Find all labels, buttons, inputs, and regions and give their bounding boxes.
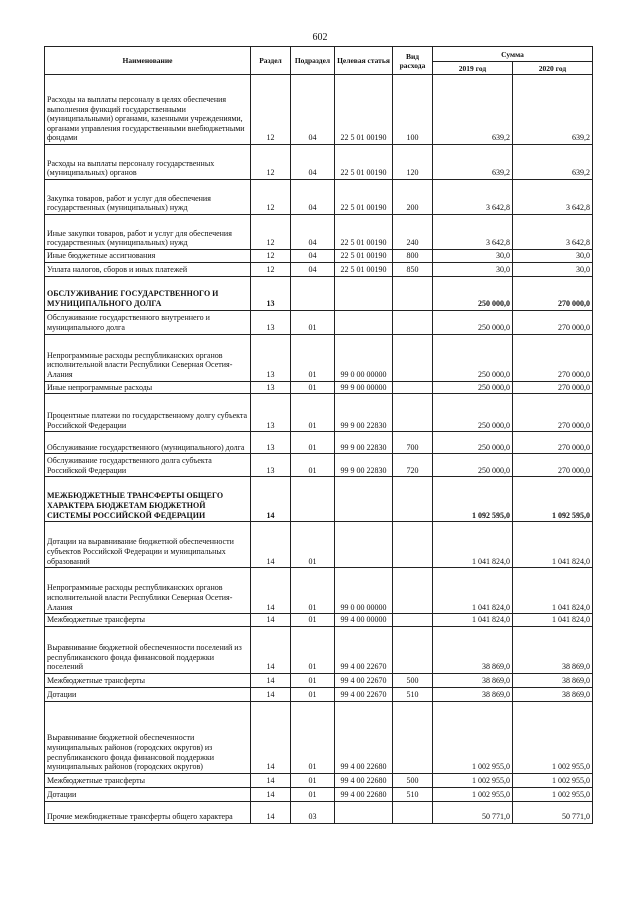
row-amount-2020: 1 002 955,0 xyxy=(513,787,593,801)
row-target: 99 4 00 22670 xyxy=(335,626,393,673)
row-vid: 240 xyxy=(393,215,433,250)
row-podrazdel: 04 xyxy=(291,215,335,250)
header-podrazdel: Подраздел xyxy=(291,47,335,75)
row-podrazdel xyxy=(291,276,335,310)
row-amount-2020: 270 000,0 xyxy=(513,394,593,432)
row-razdel: 12 xyxy=(251,250,291,263)
row-podrazdel: 01 xyxy=(291,454,335,477)
row-name: Обслуживание государственного долга субъекта Российской Федерации xyxy=(45,454,251,477)
row-vid: 510 xyxy=(393,687,433,701)
table-row xyxy=(45,568,593,614)
row-amount-2019: 639,2 xyxy=(433,75,513,145)
table-row xyxy=(45,801,593,823)
row-vid xyxy=(393,568,433,614)
row-target: 99 4 00 22680 xyxy=(335,701,393,773)
row-target xyxy=(335,310,393,334)
row-razdel: 13 xyxy=(251,334,291,381)
row-vid xyxy=(393,276,433,310)
row-razdel: 14 xyxy=(251,477,291,522)
row-target: 99 4 00 22670 xyxy=(335,673,393,687)
row-target xyxy=(335,522,393,568)
row-target: 99 0 00 00000 xyxy=(335,334,393,381)
row-podrazdel: 01 xyxy=(291,568,335,614)
row-podrazdel: 01 xyxy=(291,522,335,568)
budget-table xyxy=(44,46,593,824)
row-amount-2020: 270 000,0 xyxy=(513,454,593,477)
row-razdel: 14 xyxy=(251,568,291,614)
row-name: Обслуживание государственного (муниципального) долга xyxy=(45,432,251,454)
row-vid: 500 xyxy=(393,773,433,787)
row-target: 22 5 01 00190 xyxy=(335,180,393,215)
table-row xyxy=(45,701,593,773)
row-podrazdel: 01 xyxy=(291,334,335,381)
table-row xyxy=(45,687,593,701)
row-target: 99 9 00 22830 xyxy=(335,432,393,454)
row-razdel: 14 xyxy=(251,773,291,787)
header-vid: Вид расхода xyxy=(393,47,433,75)
row-amount-2019: 250 000,0 xyxy=(433,381,513,394)
row-vid: 200 xyxy=(393,180,433,215)
row-vid xyxy=(393,626,433,673)
row-razdel: 14 xyxy=(251,801,291,823)
row-vid xyxy=(393,477,433,522)
table-row xyxy=(45,215,593,250)
row-vid: 510 xyxy=(393,787,433,801)
header-summa: Сумма xyxy=(433,47,593,62)
row-amount-2020: 1 041 824,0 xyxy=(513,522,593,568)
row-name: Обслуживание государственного внутреннего и муниципального долга xyxy=(45,310,251,334)
table-row xyxy=(45,522,593,568)
table-row xyxy=(45,477,593,522)
table-row xyxy=(45,310,593,334)
row-amount-2020: 1 041 824,0 xyxy=(513,614,593,627)
row-amount-2019: 38 869,0 xyxy=(433,687,513,701)
row-podrazdel: 04 xyxy=(291,145,335,180)
row-amount-2019: 250 000,0 xyxy=(433,454,513,477)
row-target: 99 4 00 22680 xyxy=(335,787,393,801)
row-amount-2019: 250 000,0 xyxy=(433,394,513,432)
row-amount-2020: 1 092 595,0 xyxy=(513,477,593,522)
row-amount-2020: 1 041 824,0 xyxy=(513,568,593,614)
row-amount-2020: 38 869,0 xyxy=(513,687,593,701)
table-row xyxy=(45,787,593,801)
row-razdel: 14 xyxy=(251,626,291,673)
table-row xyxy=(45,614,593,627)
row-amount-2019: 50 771,0 xyxy=(433,801,513,823)
row-razdel: 12 xyxy=(251,75,291,145)
row-amount-2019: 3 642,8 xyxy=(433,180,513,215)
row-podrazdel: 04 xyxy=(291,75,335,145)
row-name: Иные бюджетные ассигнования xyxy=(45,250,251,263)
row-name: Выравнивание бюджетной обеспеченности поселений из республиканского фонда финансовой поддержки поселений xyxy=(45,626,251,673)
row-vid: 120 xyxy=(393,145,433,180)
row-podrazdel: 01 xyxy=(291,394,335,432)
row-amount-2020: 38 869,0 xyxy=(513,673,593,687)
row-amount-2019: 38 869,0 xyxy=(433,673,513,687)
row-razdel: 14 xyxy=(251,787,291,801)
row-vid xyxy=(393,614,433,627)
row-amount-2020: 270 000,0 xyxy=(513,334,593,381)
row-amount-2019: 3 642,8 xyxy=(433,215,513,250)
row-amount-2020: 270 000,0 xyxy=(513,432,593,454)
row-razdel: 12 xyxy=(251,215,291,250)
row-podrazdel: 01 xyxy=(291,432,335,454)
row-podrazdel: 03 xyxy=(291,801,335,823)
row-podrazdel: 01 xyxy=(291,626,335,673)
row-name: Процентные платежи по государственному долгу субъекта Российской Федерации xyxy=(45,394,251,432)
table-row xyxy=(45,773,593,787)
row-name: Выравнивание бюджетной обеспеченности муниципальных районов (городских округов) из республиканского фонда финансовой поддержки муниципальных районов (городских округов) xyxy=(45,701,251,773)
row-razdel: 12 xyxy=(251,180,291,215)
row-amount-2020: 30,0 xyxy=(513,262,593,276)
row-target: 99 4 00 22680 xyxy=(335,773,393,787)
row-target: 22 5 01 00190 xyxy=(335,215,393,250)
row-razdel: 14 xyxy=(251,673,291,687)
row-amount-2020: 270 000,0 xyxy=(513,381,593,394)
row-target: 99 4 00 22670 xyxy=(335,687,393,701)
row-podrazdel: 01 xyxy=(291,381,335,394)
row-target xyxy=(335,276,393,310)
row-amount-2020: 3 642,8 xyxy=(513,180,593,215)
row-vid xyxy=(393,310,433,334)
row-target: 99 4 00 00000 xyxy=(335,614,393,627)
header-2019: 2019 год xyxy=(433,62,513,75)
row-name: Дотации на выравнивание бюджетной обеспеченности субъектов Российской Федерации и муниципальных образований xyxy=(45,522,251,568)
row-name: Закупка товаров, работ и услуг для обеспечения государственных (муниципальных) нужд xyxy=(45,180,251,215)
row-vid xyxy=(393,381,433,394)
row-target: 99 0 00 00000 xyxy=(335,568,393,614)
row-vid xyxy=(393,701,433,773)
table-row xyxy=(45,145,593,180)
row-amount-2020: 1 002 955,0 xyxy=(513,773,593,787)
row-amount-2019: 1 002 955,0 xyxy=(433,773,513,787)
row-vid xyxy=(393,522,433,568)
header-2020: 2020 год xyxy=(513,62,593,75)
row-target: 99 9 00 00000 xyxy=(335,381,393,394)
row-target: 22 5 01 00190 xyxy=(335,75,393,145)
row-name: Прочие межбюджетные трансферты общего характера xyxy=(45,801,251,823)
row-podrazdel: 01 xyxy=(291,787,335,801)
row-podrazdel: 04 xyxy=(291,262,335,276)
page-number: 602 xyxy=(312,32,328,43)
row-amount-2019: 1 002 955,0 xyxy=(433,701,513,773)
header-name: Наименование xyxy=(45,47,251,75)
row-razdel: 13 xyxy=(251,454,291,477)
row-amount-2019: 1 041 824,0 xyxy=(433,614,513,627)
row-amount-2020: 3 642,8 xyxy=(513,215,593,250)
row-vid: 850 xyxy=(393,262,433,276)
row-name: Расходы на выплаты персоналу в целях обеспечения выполнения функций государственными (муниципальными) органами, казенными учреждениями, органами управления государственными внебюджетными фондами xyxy=(45,75,251,145)
table-row xyxy=(45,673,593,687)
row-razdel: 14 xyxy=(251,614,291,627)
row-podrazdel xyxy=(291,477,335,522)
row-razdel: 13 xyxy=(251,394,291,432)
row-amount-2020: 639,2 xyxy=(513,75,593,145)
row-vid: 500 xyxy=(393,673,433,687)
row-amount-2020: 50 771,0 xyxy=(513,801,593,823)
row-target: 22 5 01 00190 xyxy=(335,145,393,180)
table-row xyxy=(45,334,593,381)
row-podrazdel: 01 xyxy=(291,673,335,687)
row-amount-2020: 30,0 xyxy=(513,250,593,263)
row-target: 22 5 01 00190 xyxy=(335,250,393,263)
row-razdel: 14 xyxy=(251,522,291,568)
row-razdel: 14 xyxy=(251,701,291,773)
row-name: Уплата налогов, сборов и иных платежей xyxy=(45,262,251,276)
table-row xyxy=(45,276,593,310)
row-name: Межбюджетные трансферты xyxy=(45,673,251,687)
row-amount-2019: 250 000,0 xyxy=(433,276,513,310)
row-target: 99 9 00 22830 xyxy=(335,454,393,477)
table-row xyxy=(45,381,593,394)
row-amount-2019: 250 000,0 xyxy=(433,310,513,334)
table-row xyxy=(45,394,593,432)
row-amount-2019: 1 092 595,0 xyxy=(433,477,513,522)
table-row xyxy=(45,262,593,276)
row-name: Межбюджетные трансферты xyxy=(45,614,251,627)
row-podrazdel: 01 xyxy=(291,701,335,773)
row-target: 22 5 01 00190 xyxy=(335,262,393,276)
row-name: ОБСЛУЖИВАНИЕ ГОСУДАРСТВЕННОГО И МУНИЦИПАЛЬНОГО ДОЛГА xyxy=(45,276,251,310)
header-target: Целевая статья xyxy=(335,47,393,75)
row-name: Непрограммные расходы республиканских органов исполнительной власти Республики Северная Осетия-Алания xyxy=(45,334,251,381)
row-amount-2019: 30,0 xyxy=(433,250,513,263)
row-amount-2019: 1 041 824,0 xyxy=(433,522,513,568)
row-name: Дотации xyxy=(45,787,251,801)
table-row xyxy=(45,180,593,215)
row-target xyxy=(335,477,393,522)
row-name: Расходы на выплаты персоналу государственных (муниципальных) органов xyxy=(45,145,251,180)
row-podrazdel: 01 xyxy=(291,687,335,701)
row-name: Непрограммные расходы республиканских органов исполнительной власти Республики Северная Осетия-Алания xyxy=(45,568,251,614)
row-amount-2019: 250 000,0 xyxy=(433,334,513,381)
row-podrazdel: 01 xyxy=(291,614,335,627)
row-amount-2019: 1 002 955,0 xyxy=(433,787,513,801)
row-razdel: 12 xyxy=(251,145,291,180)
budget-table-body xyxy=(45,75,593,824)
table-row xyxy=(45,250,593,263)
header-razdel: Раздел xyxy=(251,47,291,75)
row-name: Межбюджетные трансферты xyxy=(45,773,251,787)
row-podrazdel: 01 xyxy=(291,310,335,334)
row-vid: 800 xyxy=(393,250,433,263)
row-vid: 720 xyxy=(393,454,433,477)
row-amount-2019: 639,2 xyxy=(433,145,513,180)
row-name: Иные закупки товаров, работ и услуг для обеспечения государственных (муниципальных) нужд xyxy=(45,215,251,250)
row-amount-2019: 30,0 xyxy=(433,262,513,276)
row-vid xyxy=(393,801,433,823)
row-podrazdel: 01 xyxy=(291,773,335,787)
table-row xyxy=(45,432,593,454)
row-razdel: 13 xyxy=(251,276,291,310)
row-podrazdel: 04 xyxy=(291,250,335,263)
table-row xyxy=(45,626,593,673)
row-amount-2020: 1 002 955,0 xyxy=(513,701,593,773)
row-name: Иные непрограммные расходы xyxy=(45,381,251,394)
row-razdel: 12 xyxy=(251,262,291,276)
row-vid xyxy=(393,394,433,432)
row-amount-2020: 270 000,0 xyxy=(513,276,593,310)
row-razdel: 13 xyxy=(251,432,291,454)
table-row xyxy=(45,454,593,477)
row-target xyxy=(335,801,393,823)
row-razdel: 13 xyxy=(251,310,291,334)
row-amount-2020: 38 869,0 xyxy=(513,626,593,673)
row-vid: 100 xyxy=(393,75,433,145)
row-razdel: 14 xyxy=(251,687,291,701)
row-amount-2020: 270 000,0 xyxy=(513,310,593,334)
row-podrazdel: 04 xyxy=(291,180,335,215)
table-row xyxy=(45,75,593,145)
row-amount-2019: 1 041 824,0 xyxy=(433,568,513,614)
row-amount-2019: 38 869,0 xyxy=(433,626,513,673)
row-vid xyxy=(393,334,433,381)
row-name: Дотации xyxy=(45,687,251,701)
row-amount-2020: 639,2 xyxy=(513,145,593,180)
row-target: 99 9 00 22830 xyxy=(335,394,393,432)
row-amount-2019: 250 000,0 xyxy=(433,432,513,454)
row-razdel: 13 xyxy=(251,381,291,394)
row-name: МЕЖБЮДЖЕТНЫЕ ТРАНСФЕРТЫ ОБЩЕГО ХАРАКТЕРА БЮДЖЕТАМ БЮДЖЕТНОЙ СИСТЕМЫ РОССИЙСКОЙ ФЕДЕРАЦИИ xyxy=(45,477,251,522)
row-vid: 700 xyxy=(393,432,433,454)
